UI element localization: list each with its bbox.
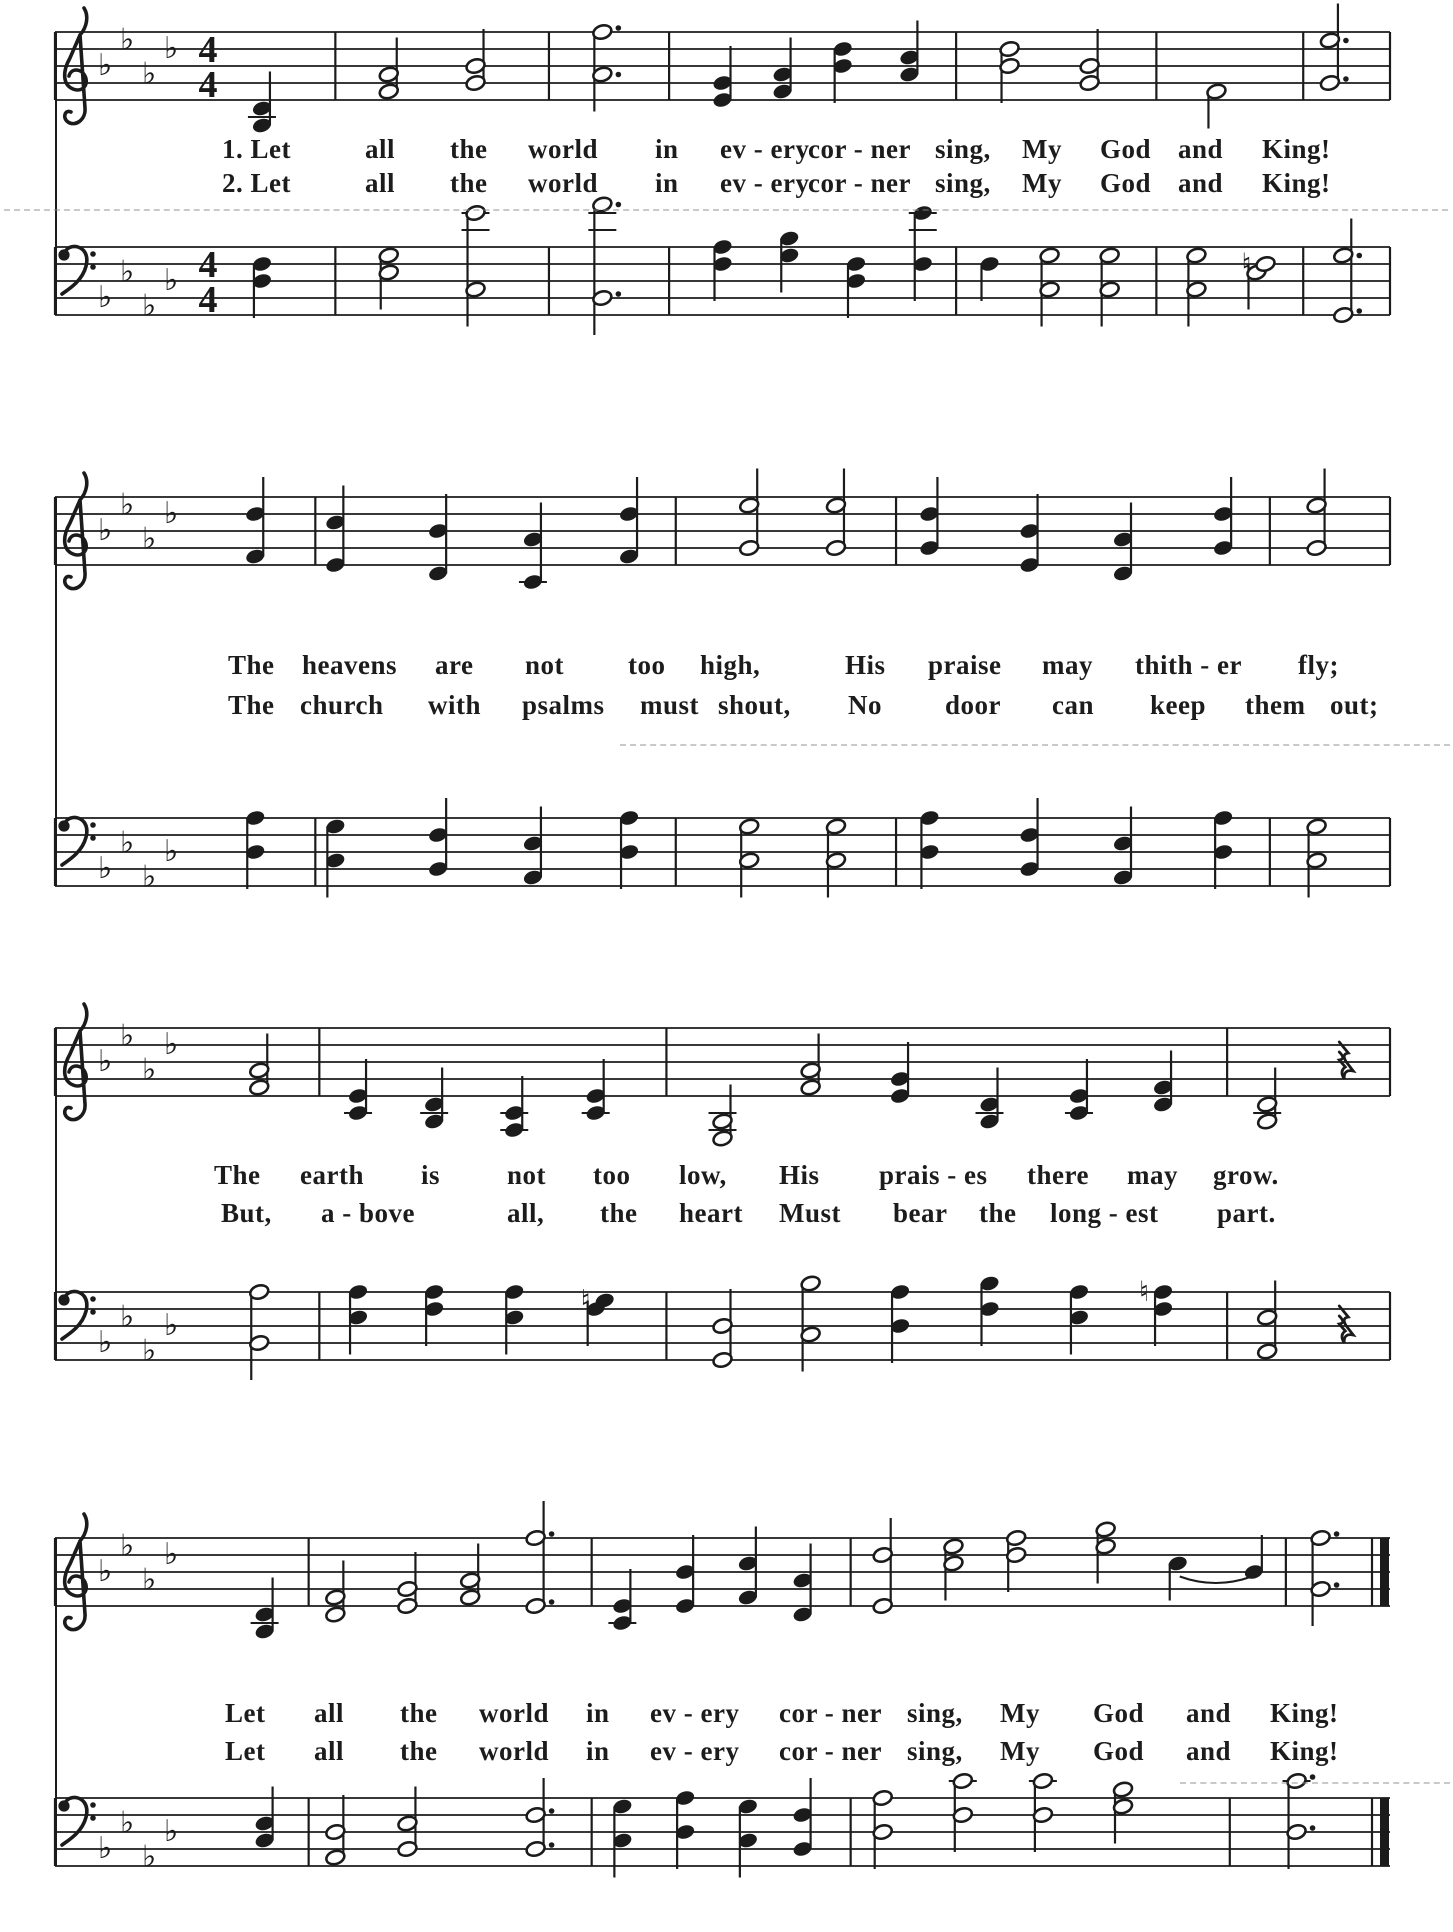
time-signature-numerator: 4 xyxy=(198,29,218,71)
half-note-head xyxy=(378,247,399,265)
bass-staff-svg xyxy=(40,185,1410,395)
lyric-word: long - est xyxy=(1050,1198,1159,1228)
flat-sign-icon: ♭ xyxy=(98,1325,113,1360)
lyric-word: not xyxy=(507,1160,547,1190)
lyric-word: may xyxy=(1127,1160,1178,1190)
lyric-word: there xyxy=(1027,1160,1089,1190)
half-note-head xyxy=(712,1130,733,1148)
lyric-word: God xyxy=(1100,168,1152,198)
treble-staff xyxy=(40,1476,1410,1686)
lyric-word: world xyxy=(528,168,598,198)
flat-sign-icon: ♭ xyxy=(164,834,179,869)
lyric-word: sing, xyxy=(907,1736,963,1766)
bass-staff xyxy=(40,756,1410,966)
flat-sign-icon: ♭ xyxy=(142,1333,157,1369)
flat-sign-icon: ♭ xyxy=(164,31,179,66)
lyric-word: earth xyxy=(300,1160,364,1190)
half-note-head xyxy=(1256,1113,1277,1131)
lyric-word: My xyxy=(1000,1698,1040,1728)
lyric-word: 2. Let xyxy=(222,168,291,198)
bass-clef-icon xyxy=(58,246,95,294)
half-note-head xyxy=(1206,83,1227,101)
time-signature-numerator: 4 xyxy=(198,244,218,286)
augmentation-dot xyxy=(616,291,622,297)
final-barline-thick xyxy=(1380,1538,1389,1606)
lyric-word: in xyxy=(655,168,679,198)
lyric-word: The xyxy=(228,650,275,680)
half-note-head xyxy=(800,1275,821,1293)
flat-sign-icon: ♭ xyxy=(142,1839,157,1875)
lyric-word: bear xyxy=(893,1198,948,1228)
system-1-lyrics-line-2 xyxy=(0,168,1453,204)
half-note-head xyxy=(825,539,846,557)
lyric-word: in xyxy=(586,1698,610,1728)
half-note-head xyxy=(397,1597,418,1615)
flat-sign-icon: ♭ xyxy=(120,487,135,523)
lyric-word: psalms xyxy=(522,690,605,720)
lyric-word: can xyxy=(1052,690,1094,720)
bass-clef-icon xyxy=(58,817,95,865)
lyric-word: door xyxy=(945,690,1001,720)
half-note-head xyxy=(872,1789,893,1807)
half-note-head xyxy=(738,818,759,836)
treble-staff-svg xyxy=(40,966,1410,1176)
flat-sign-icon: ♭ xyxy=(98,1044,113,1079)
half-note-head xyxy=(325,1606,346,1624)
flat-sign-icon: ♭ xyxy=(98,1831,113,1866)
lyric-word: all xyxy=(365,134,396,164)
half-note-head xyxy=(525,1597,546,1615)
half-note-head xyxy=(1286,1772,1307,1790)
lyric-word: ev - ery xyxy=(650,1736,740,1766)
half-note-head xyxy=(738,539,759,557)
lyric-word: Must xyxy=(779,1198,841,1228)
half-note-head xyxy=(1095,1521,1116,1539)
lyric-word: all xyxy=(314,1736,345,1766)
augmentation-dot xyxy=(1343,76,1349,82)
lyric-word: world xyxy=(479,1698,549,1728)
lyric-word: and xyxy=(1186,1698,1232,1728)
lyric-word: prais - es xyxy=(879,1160,988,1190)
lyric-word: heart xyxy=(679,1198,743,1228)
flat-sign-icon: ♭ xyxy=(98,513,113,548)
lyric-word: keep xyxy=(1150,690,1206,720)
lyric-word: the xyxy=(400,1698,438,1728)
lyric-word: God xyxy=(1100,134,1152,164)
lyric-word: His xyxy=(779,1160,820,1190)
half-note-head xyxy=(1333,306,1354,324)
natural-sign-icon: ♮ xyxy=(1241,247,1252,280)
quarter-rest-icon xyxy=(1339,1042,1353,1079)
augmentation-dot xyxy=(1334,1531,1340,1537)
lyric-word: too xyxy=(628,650,666,680)
quarter-rest-icon xyxy=(1339,1306,1353,1343)
lyric-word: fly; xyxy=(1298,650,1339,680)
lyric-word: all xyxy=(365,168,396,198)
half-note-head xyxy=(592,23,613,41)
half-note-head xyxy=(397,1840,418,1858)
scan-artifact-line xyxy=(1180,1782,1450,1784)
lyric-word: thith - er xyxy=(1135,650,1242,680)
lyric-word: low, xyxy=(679,1160,727,1190)
flat-sign-icon: ♭ xyxy=(142,1052,157,1088)
lyric-word: No xyxy=(848,690,882,720)
half-note-head xyxy=(872,1597,893,1615)
half-note-head xyxy=(1079,74,1100,92)
lyric-word: the xyxy=(450,168,488,198)
lyric-word: not xyxy=(525,650,565,680)
lyric-word: But, xyxy=(221,1198,272,1228)
lyric-word: King! xyxy=(1262,134,1331,164)
flat-sign-icon: ♭ xyxy=(164,1027,179,1062)
augmentation-dot xyxy=(549,1808,555,1814)
lyric-word: shout, xyxy=(718,690,791,720)
half-note-head xyxy=(1319,74,1340,92)
lyric-word: world xyxy=(479,1736,549,1766)
lyric-word: all, xyxy=(507,1198,545,1228)
lyric-word: high, xyxy=(700,650,761,680)
flat-sign-icon: ♭ xyxy=(98,280,113,315)
augmentation-dot xyxy=(549,1599,555,1605)
lyric-word: ev - ery xyxy=(720,168,810,198)
lyric-word: sing, xyxy=(907,1698,963,1728)
half-note-head xyxy=(952,1772,973,1790)
lyric-word: God xyxy=(1093,1736,1145,1766)
lyric-word: part. xyxy=(1217,1198,1276,1228)
flat-sign-icon: ♭ xyxy=(164,1814,179,1849)
lyric-word: cor - ner xyxy=(808,168,911,198)
system-3-lyrics-line-2 xyxy=(0,1198,1453,1234)
flat-sign-icon: ♭ xyxy=(164,1537,179,1572)
half-note-head xyxy=(1256,1343,1277,1361)
lyric-word: sing, xyxy=(935,168,991,198)
half-note-head xyxy=(800,1079,821,1097)
flat-sign-icon: ♭ xyxy=(98,851,113,886)
lyric-word: them xyxy=(1245,690,1306,720)
half-note-head xyxy=(1032,1772,1053,1790)
lyric-word: the xyxy=(600,1198,638,1228)
half-note-head xyxy=(1186,247,1207,265)
half-note-head xyxy=(1255,255,1276,273)
bass-clef-icon xyxy=(58,1291,95,1339)
half-note-head xyxy=(465,204,486,222)
half-note-head xyxy=(943,1538,964,1556)
lyric-word: His xyxy=(845,650,886,680)
flat-sign-icon: ♭ xyxy=(120,1528,135,1564)
flat-sign-icon: ♭ xyxy=(120,825,135,861)
flat-sign-icon: ♭ xyxy=(98,1554,113,1589)
lyric-word: and xyxy=(1178,168,1224,198)
treble-staff-svg xyxy=(40,1476,1410,1686)
slur xyxy=(1180,1577,1252,1584)
lyric-word: grow. xyxy=(1213,1160,1279,1190)
treble-staff xyxy=(40,966,1410,1176)
lyric-word: with xyxy=(428,690,482,720)
half-note-head xyxy=(1310,1529,1331,1547)
lyric-word: The xyxy=(214,1160,261,1190)
lyric-word: praise xyxy=(928,650,1002,680)
bass-staff-svg xyxy=(40,1230,1410,1440)
lyric-word: cor - ner xyxy=(808,134,911,164)
flat-sign-icon: ♭ xyxy=(164,1308,179,1343)
half-note-head xyxy=(1112,1781,1133,1799)
half-note-head xyxy=(249,1079,270,1097)
lyric-word: the xyxy=(400,1736,438,1766)
half-note-head xyxy=(459,1589,480,1607)
lyric-word: heavens xyxy=(302,650,398,680)
lyric-word: a - bove xyxy=(321,1198,415,1228)
flat-sign-icon: ♭ xyxy=(142,521,157,557)
flat-sign-icon: ♭ xyxy=(120,1018,135,1054)
augmentation-dot xyxy=(616,25,622,31)
lyric-word: King! xyxy=(1262,168,1331,198)
flat-sign-icon: ♭ xyxy=(142,288,157,324)
half-note-head xyxy=(712,1351,733,1369)
lyric-word: My xyxy=(1022,134,1062,164)
augmentation-dot xyxy=(1343,38,1349,44)
system-2-lyrics-line-1 xyxy=(0,650,1453,686)
bass-clef-icon xyxy=(58,1797,95,1845)
lyric-word: and xyxy=(1178,134,1224,164)
lyric-word: My xyxy=(1022,168,1062,198)
half-note-head xyxy=(825,818,846,836)
half-note-head xyxy=(525,1840,546,1858)
flat-sign-icon: ♭ xyxy=(120,1299,135,1335)
flat-sign-icon: ♭ xyxy=(142,56,157,92)
lyric-word: cor - ner xyxy=(779,1736,882,1766)
lyric-word: in xyxy=(586,1736,610,1766)
half-note-head xyxy=(1039,247,1060,265)
lyric-word: Let xyxy=(225,1698,266,1728)
augmentation-dot xyxy=(1310,1774,1316,1780)
system-3-lyrics-line-1 xyxy=(0,1160,1453,1196)
augmentation-dot xyxy=(1356,308,1362,314)
lyric-word: cor - ner xyxy=(779,1698,882,1728)
lyric-word: in xyxy=(655,134,679,164)
lyric-word: ev - ery xyxy=(720,134,810,164)
lyric-word: My xyxy=(1000,1736,1040,1766)
flat-sign-icon: ♭ xyxy=(120,1805,135,1841)
flat-sign-icon: ♭ xyxy=(98,48,113,83)
flat-sign-icon: ♭ xyxy=(142,1562,157,1598)
augmentation-dot xyxy=(1334,1582,1340,1588)
lyric-word: all xyxy=(314,1698,345,1728)
natural-sign-icon: ♮ xyxy=(580,1283,591,1317)
lyric-word: must xyxy=(640,690,700,720)
bass-staff-svg xyxy=(40,756,1410,966)
lyric-word: too xyxy=(593,1160,631,1190)
augmentation-dot xyxy=(549,1842,555,1848)
lyric-word: the xyxy=(450,134,488,164)
lyric-word: 1. Let xyxy=(222,134,291,164)
lyric-word: and xyxy=(1186,1736,1232,1766)
half-note-head xyxy=(1306,539,1327,557)
flat-sign-icon: ♭ xyxy=(120,254,135,290)
lyric-word: may xyxy=(1042,650,1093,680)
treble-staff-svg xyxy=(40,435,1410,645)
lyric-word: King! xyxy=(1270,1736,1339,1766)
lyric-word: God xyxy=(1093,1698,1145,1728)
flat-sign-icon: ♭ xyxy=(164,263,179,298)
half-note-head xyxy=(465,74,486,92)
augmentation-dot xyxy=(616,72,622,78)
half-note-head xyxy=(249,1283,270,1301)
bass-staff xyxy=(40,185,1410,395)
lyric-word: The xyxy=(228,690,275,720)
time-signature-denominator: 4 xyxy=(198,279,218,321)
scan-artifact-line xyxy=(4,209,1448,211)
system-4-lyrics-line-1 xyxy=(0,1698,1453,1734)
lyric-word: ev - ery xyxy=(650,1698,740,1728)
bass-staff xyxy=(40,1230,1410,1440)
lyric-word: is xyxy=(421,1160,441,1190)
flat-sign-icon: ♭ xyxy=(142,859,157,895)
lyric-word: King! xyxy=(1270,1698,1339,1728)
half-note-head xyxy=(378,83,399,101)
system-1-lyrics-line-1 xyxy=(0,134,1453,170)
lyric-word: Let xyxy=(225,1736,266,1766)
treble-staff xyxy=(40,435,1410,645)
half-note-head xyxy=(1306,818,1327,836)
lyric-word: sing, xyxy=(935,134,991,164)
augmentation-dot xyxy=(1310,1825,1316,1831)
flat-sign-icon: ♭ xyxy=(164,496,179,531)
system-2-lyrics-line-2 xyxy=(0,690,1453,726)
lyric-word: the xyxy=(979,1198,1017,1228)
time-signature-denominator: 4 xyxy=(198,64,218,106)
lyric-word: world xyxy=(528,134,598,164)
half-note-head xyxy=(1005,1529,1026,1547)
scan-artifact-line xyxy=(620,744,1450,746)
natural-sign-icon: ♮ xyxy=(1139,1275,1150,1308)
augmentation-dot xyxy=(1356,253,1362,259)
lyric-word: church xyxy=(300,690,384,720)
half-note-head xyxy=(325,1849,346,1867)
augmentation-dot xyxy=(549,1531,555,1537)
final-barline-thick xyxy=(1380,1798,1389,1866)
half-note-head xyxy=(1099,247,1120,265)
system-4-lyrics-line-2 xyxy=(0,1736,1453,1772)
flat-sign-icon: ♭ xyxy=(120,22,135,58)
lyric-word: out; xyxy=(1330,690,1379,720)
half-note-head xyxy=(999,40,1020,58)
lyric-word: are xyxy=(435,650,474,680)
